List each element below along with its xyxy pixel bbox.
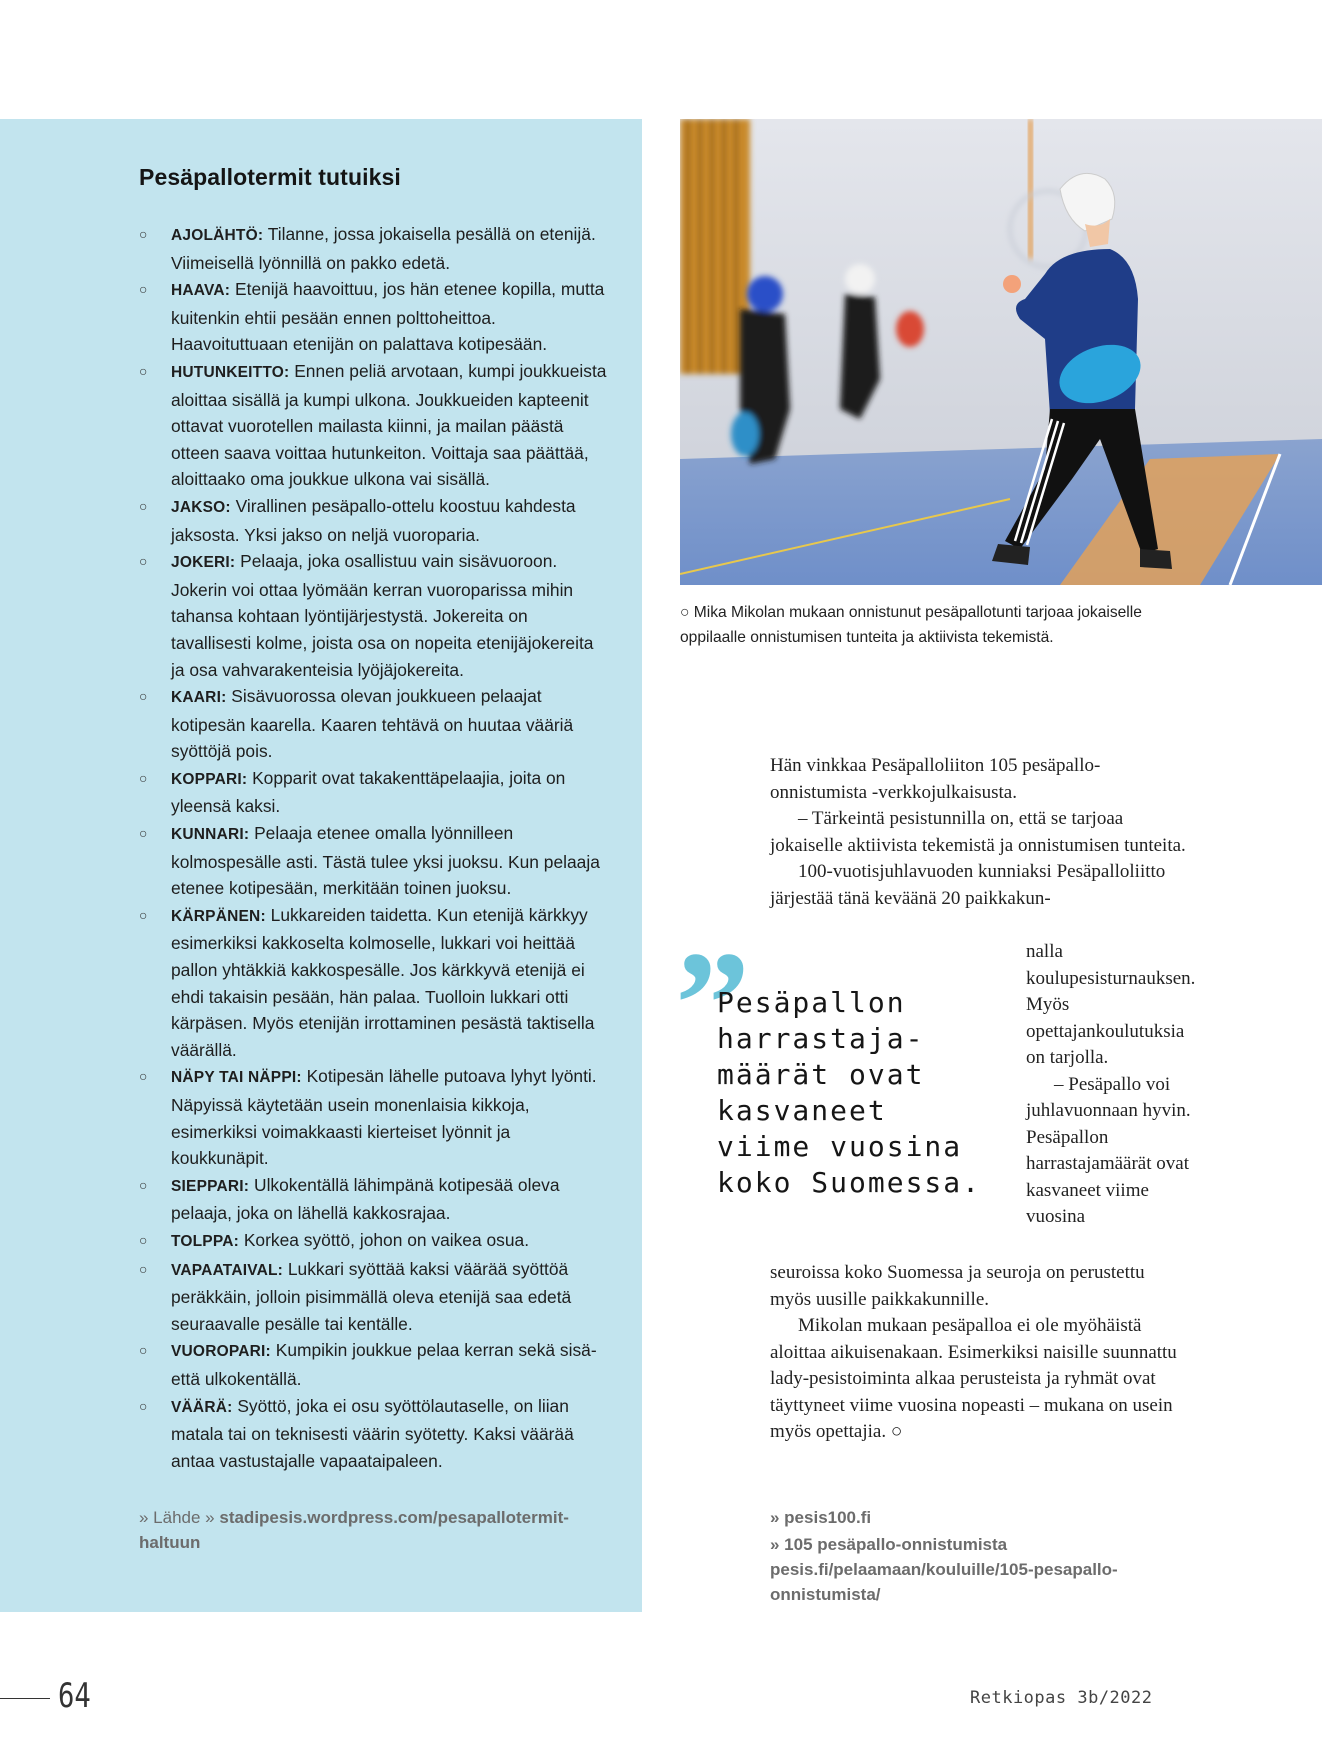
goal-post [1028, 119, 1033, 259]
bullet-icon: ○ [139, 362, 148, 379]
bullet-icon: ○ [139, 553, 148, 570]
link-105-title[interactable]: » 105 pesäpallo-onnistumista [770, 1535, 1008, 1554]
glossary-list [139, 221, 609, 1474]
glossary-definition: Kotipesän lähelle putoava lyhyt lyönti. Näpyissä käytetään usein monenlaisia kikkoja, esimerkiksi voimakkaasti kierteiset lyönnit ja koukkunäpit. [171, 1066, 597, 1169]
glossary-definition: Etenijä haavoittuu, jos hän etenee kopilla, mutta kuitenkin ehtii pesään ennen polttoheittoa. Haavoituttuaan etenijän on palattava kotipesään. [171, 279, 605, 355]
article-body-bottom [770, 1260, 1190, 1446]
source-prefix: » Lähde » [139, 1508, 220, 1527]
glossary-item [139, 221, 609, 276]
glossary-term: NÄPY TAI NÄPPI: [171, 1069, 302, 1087]
glossary-definition: Lukkareiden taidetta. Kun etenijä kärkkyy esimerkiksi kakkoselta kolmoselle, lukkari voi heittää pallon yhtäkkiä kakkospesälle. Jos kärkkyvä etenijä ei ehdi takaisin pesään, hän palaa. Tuolloin lukkari otti kärpäsen. Myös etenijän irrottaminen pesästä taktisella väärällä. [171, 904, 595, 1060]
bullet-icon: ○ [139, 226, 148, 242]
glossary-item [139, 1337, 609, 1392]
glossary-title: Pesäpallotermit tutuiksi [139, 164, 401, 190]
glossary-definition: Sisävuorossa olevan joukkueen pelaajat kotipesän kaarella. Kaaren tehtävä on huutaa vääriä syöttöjä pois. [171, 686, 574, 762]
glossary-item [139, 1393, 609, 1475]
article-paragraph: – Tärkeintä pesistunnilla on, että se tarjoaa jokaiselle aktiivista tekemistä ja onnistumisen tunteita. [770, 808, 1186, 856]
article-paragraph: – Pesäpallo voi juhlavuonnaan hyvin. Pesäpallon harrastajamäärät ovat kasvaneet viime vuosina [1026, 1073, 1191, 1227]
glossary-term: KOPPARI: [171, 770, 248, 788]
bullet-icon: ○ [139, 769, 148, 786]
glossary-definition: Kumpikin joukkue pelaa kerran sekä sisä- että ulkokentällä. [171, 1340, 597, 1389]
glossary-term: SIEPPARI: [171, 1177, 250, 1195]
glossary-term: KÄRPÄNEN: [171, 907, 266, 925]
glossary-item [139, 548, 609, 683]
glossary-term: KUNNARI: [171, 826, 250, 844]
glossary-definition: Korkea syöttö, johon on vaikea osua. [239, 1229, 530, 1250]
article-paragraph: Mikolan mukaan pesäpalloa ei ole myöhäistä aloittaa aikuisenakaan. Esimerkiksi naisille suunnattu lady-pesistoiminta alkaa perusteista ja ryhmät ovat täyttyneet viime vuosina nopeasti – mukana on usein myös opettajia. ○ [770, 1315, 1177, 1442]
bullet-icon: ○ [139, 1397, 148, 1414]
glossary-term: HAAVA: [171, 282, 231, 300]
glossary-item [139, 902, 609, 1064]
bullet-icon: ○ [139, 688, 148, 705]
bullet-icon: ○ [139, 906, 148, 923]
glossary-item [139, 1227, 609, 1256]
bullet-icon: ○ [139, 1342, 148, 1359]
glossary-source [139, 1505, 609, 1555]
source-link[interactable]: stadipesis.wordpress.com/pesapallotermit-haltuun [139, 1508, 569, 1552]
glossary-definition: Tilanne, jossa jokaisella pesällä on etenijä. Viimeisellä lyönnillä on pakko edetä. [171, 224, 596, 273]
glossary-item [139, 493, 609, 548]
glossary-item [139, 358, 609, 493]
glossary-item [139, 1256, 609, 1338]
bullet-icon: ○ [139, 497, 148, 514]
glossary-term: TOLPPA: [171, 1232, 239, 1250]
glossary-definition: Syöttö, joka ei osu syöttölautaselle, on liian matala tai on teknisesti väärin syötetty. Kaksi väärää antaa vastustajalle vapaataipaleen. [171, 1395, 574, 1471]
glossary-term: VAPAATAIVAL: [171, 1261, 284, 1279]
related-links [770, 1505, 1200, 1609]
pull-quote-text: Pesäpallon harrastaja- määrät ovat kasvaneet viime vuosina koko Suomessa. [717, 986, 982, 1199]
glossary-term: VUOROPARI: [171, 1343, 271, 1361]
glossary-term: HUTUNKEITTO: [171, 363, 290, 381]
bullet-icon: ○ [139, 1068, 148, 1085]
glossary-item [139, 683, 609, 765]
glossary-item [139, 1063, 609, 1171]
glossary-definition: Virallinen pesäpallo-ottelu koostuu kahdesta jaksosta. Yksi jakso on neljä vuoroparia. [171, 495, 576, 545]
footer-rule [0, 1698, 50, 1699]
glossary-item [139, 820, 609, 902]
wall-bars [680, 119, 750, 374]
quote-mark-icon: ” [675, 921, 750, 1087]
glossary-item [139, 765, 609, 820]
glossary-definition: Kopparit ovat takakenttäpelaajia, joita on yleensä kaksi. [171, 767, 566, 817]
glossary-definition: Pelaaja, joka osallistuu vain sisävuoroon. Jokerin voi ottaa lyömään kerran vuoroparissa mihin tahansa kohtaan lyöntijärjestystä. Jokereita on tavallisesti kolme, joista osa on nopeita etenijäjokereita ja osa vahvarakenteisia lyöjäjokereita. [171, 551, 594, 680]
photo-caption: ○ Mika Mikolan mukaan onnistunut pesäpallotunti tarjoaa jokaiselle oppilaalle onnistumisen tunteita ja aktiivista tekemistä. [680, 604, 1142, 646]
glossary-term: KAARI: [171, 689, 227, 707]
article-paragraph: 100-vuotisjuhlavuoden kunniaksi Pesäpalloliitto järjestää tänä keväänä 20 paikkakun- [770, 861, 1166, 909]
glossary-definition: Pelaaja etenee omalla lyönnilleen kolmospesälle asti. Tästä tulee yksi juoksu. Kun pelaaja etenee kotipesään, merkitään toinen juoksu. [171, 823, 600, 899]
link-105-url[interactable]: pesis.fi/pelaamaan/kouluille/105-pesapallo-onnistumista/ [770, 1560, 1118, 1604]
article-body-narrow [1026, 939, 1196, 1231]
glossary-item [139, 1172, 609, 1227]
glossary-definition: Ulkokentällä lähimpänä kotipesää oleva pelaaja, joka on lähellä kakkosrajaa. [171, 1174, 560, 1224]
glossary-definition: Ennen peliä arvotaan, kumpi joukkueista aloittaa sisällä ja kumpi ulkona. Joukkueiden kapteenit ottavat vuorotellen mailasta kiinni, ja mailan päästä otteen saava voittaa hutunkeiton. Voittaja saa päättää, aloittaako oma joukkue ulkona vai sisällä. [171, 360, 607, 490]
link-pesis100[interactable]: » pesis100.fi [770, 1508, 872, 1527]
page-number: 64 [58, 1676, 91, 1716]
photo-illustration [680, 119, 1322, 585]
bullet-icon: ○ [139, 825, 148, 842]
bullet-icon: ○ [139, 281, 148, 298]
glossary-item [139, 276, 609, 358]
article-paragraph: nalla koulupesisturnauksen. Myös opettajankoulutuksia on tarjolla. [1026, 941, 1196, 1068]
glossary-term: JOKERI: [171, 554, 236, 572]
glossary-term: JAKSO: [171, 498, 231, 516]
glossary-term: AJOLÄHTÖ: [171, 227, 264, 244]
article-body-top [770, 753, 1190, 912]
pull-quote [675, 921, 1015, 1201]
article-paragraph: Hän vinkkaa Pesäpalloliiton 105 pesäpallo-onnistumista -verkkojulkaisusta. [770, 755, 1101, 803]
bullet-icon: ○ [139, 1176, 148, 1193]
bullet-icon: ○ [139, 1260, 148, 1277]
article-photo [680, 119, 1322, 585]
glossary-definition: Lukkari syöttää kaksi väärää syöttöä peräkkäin, jolloin pisimmällä oleva etenijä saa edetä seuraavalle pesälle tai kentälle. [171, 1258, 572, 1334]
glossary-term: VÄÄRÄ: [171, 1398, 233, 1416]
magazine-issue: Retkiopas 3b/2022 [970, 1688, 1153, 1708]
bullet-icon: ○ [139, 1231, 148, 1248]
article-paragraph: seuroissa koko Suomessa ja seuroja on perustettu myös uusille paikkakunnille. [770, 1262, 1145, 1310]
